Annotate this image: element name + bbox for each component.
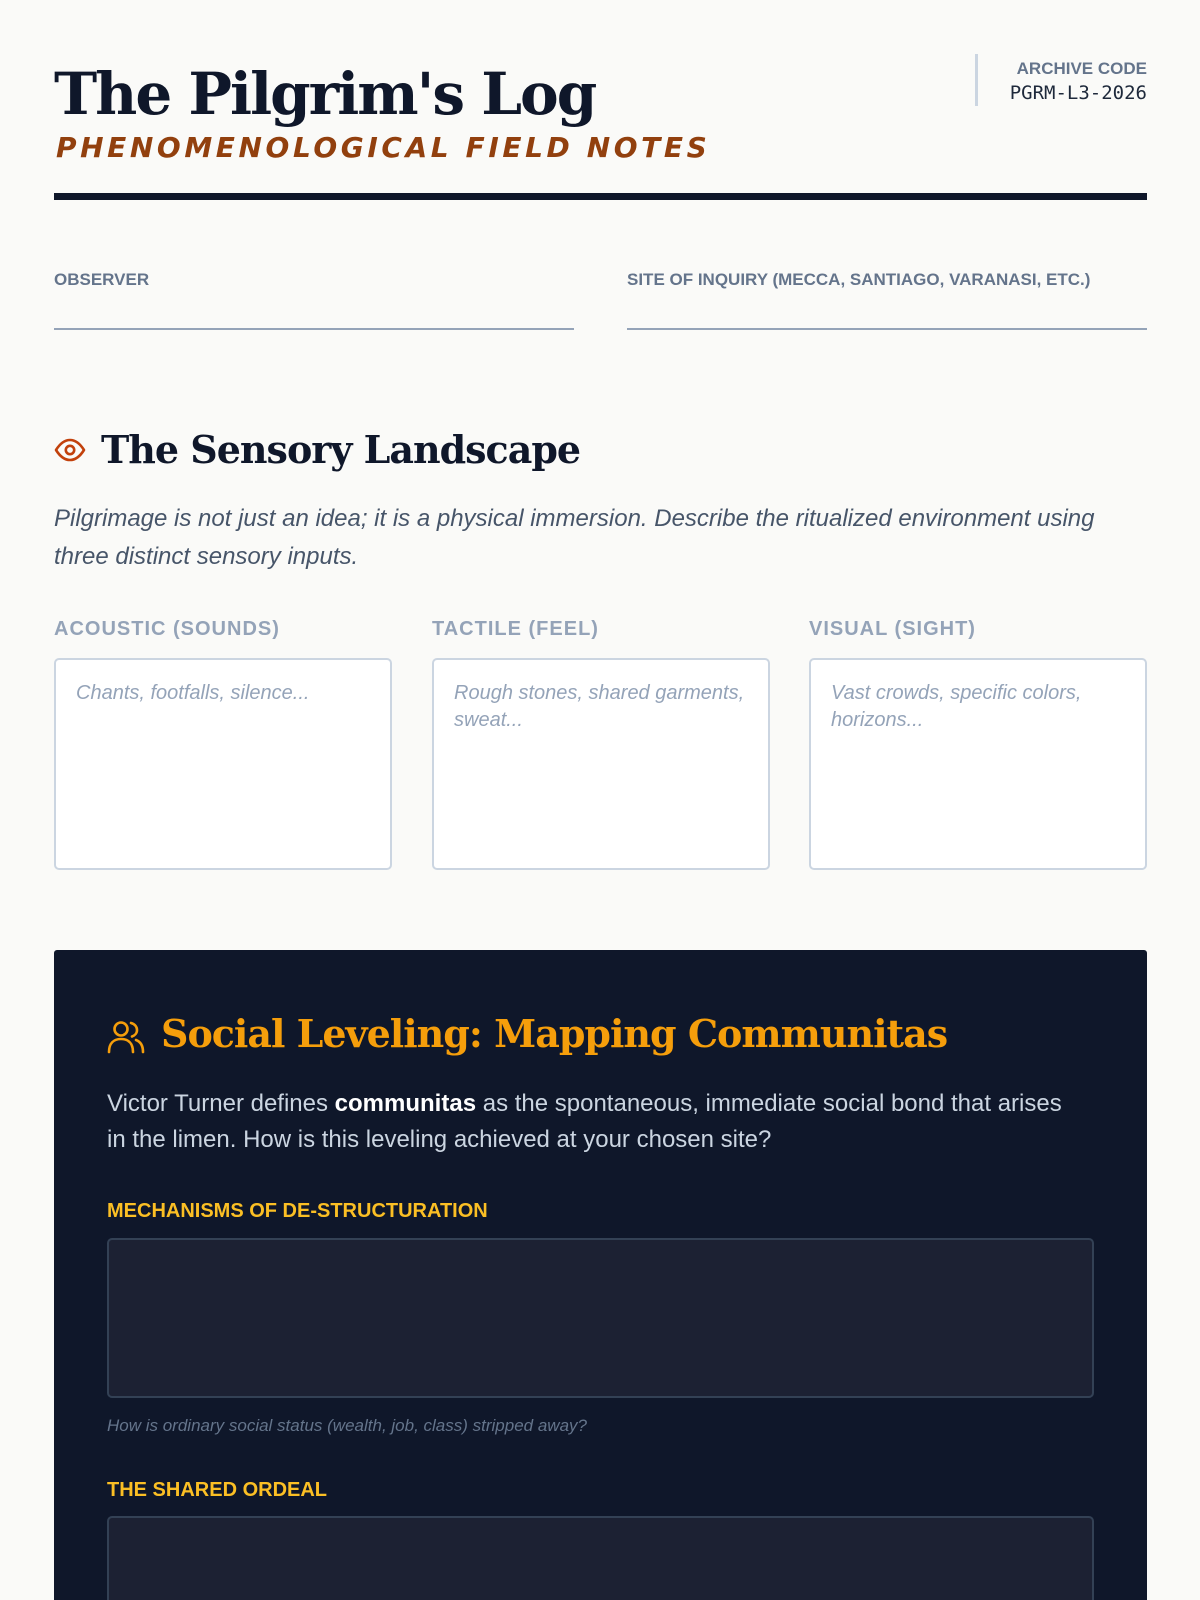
sensory-section-header [54, 420, 1147, 480]
communitas-header [107, 1006, 1087, 1062]
acoustic-column [54, 614, 392, 870]
archive-code: PGRM-L3-2026 [1009, 82, 1147, 104]
site-label: SITE OF INQUIRY (MECCA, SANTIAGO, VARANASI, ETC.) [627, 270, 1091, 289]
page-subtitle: PHENOMENOLOGICAL FIELD NOTES [56, 131, 711, 164]
page-header [54, 52, 1147, 200]
acoustic-label: ACOUSTIC (SOUNDS) [54, 618, 280, 640]
communitas-title: Social Leveling: Mapping Communitas [161, 1011, 948, 1056]
sensory-title: The Sensory Landscape [101, 427, 581, 472]
header-divider [54, 193, 1147, 200]
visual-textarea[interactable] [809, 658, 1147, 870]
visual-label: VISUAL (SIGHT) [809, 618, 976, 640]
acoustic-placeholder: Chants, footfalls, silence... [76, 682, 310, 704]
users-icon [107, 1018, 145, 1056]
communitas-desc-after: as the spontaneous, immediate social bond that arises in the limen. How is this leveling achieved at your chosen site? [107, 1090, 1062, 1153]
ordeal-label: THE SHARED ORDEAL [107, 1479, 328, 1501]
tactile-placeholder: Rough stones, shared garments, sweat... [454, 682, 745, 731]
communitas-desc-before: Victor Turner defines [107, 1090, 335, 1117]
visual-placeholder: Vast crowds, specific colors, horizons... [831, 682, 1082, 731]
site-field[interactable] [627, 266, 1147, 330]
ordeal-textarea[interactable] [107, 1516, 1094, 1600]
communitas-description [107, 1086, 1087, 1158]
site-input-line[interactable] [627, 328, 1147, 330]
page-title: The Pilgrim's Log [54, 60, 596, 128]
archive-block [975, 54, 1147, 106]
observer-input-line[interactable] [54, 328, 574, 330]
tactile-textarea[interactable] [432, 658, 770, 870]
sensory-description: Pilgrimage is not just an idea; it is a physical immersion. Describe the ritualized environment using three distinct sensory inputs. [54, 505, 1095, 570]
observer-label: OBSERVER [54, 270, 150, 289]
visual-column [809, 614, 1147, 870]
acoustic-textarea[interactable] [54, 658, 392, 870]
tactile-label: TACTILE (FEEL) [432, 618, 599, 640]
mechanisms-hint: How is ordinary social status (wealth, job, class) stripped away? [107, 1416, 587, 1435]
tactile-column [432, 614, 770, 870]
eye-icon [54, 434, 86, 466]
mechanisms-label: MECHANISMS OF DE-STRUCTURATION [107, 1200, 488, 1222]
worksheet-page [54, 0, 1147, 1600]
archive-label: ARCHIVE CODE [1016, 59, 1147, 78]
communitas-panel [54, 950, 1147, 1600]
mechanisms-textarea[interactable] [107, 1238, 1094, 1398]
communitas-term: communitas [334, 1090, 477, 1117]
observer-field[interactable] [54, 266, 574, 330]
